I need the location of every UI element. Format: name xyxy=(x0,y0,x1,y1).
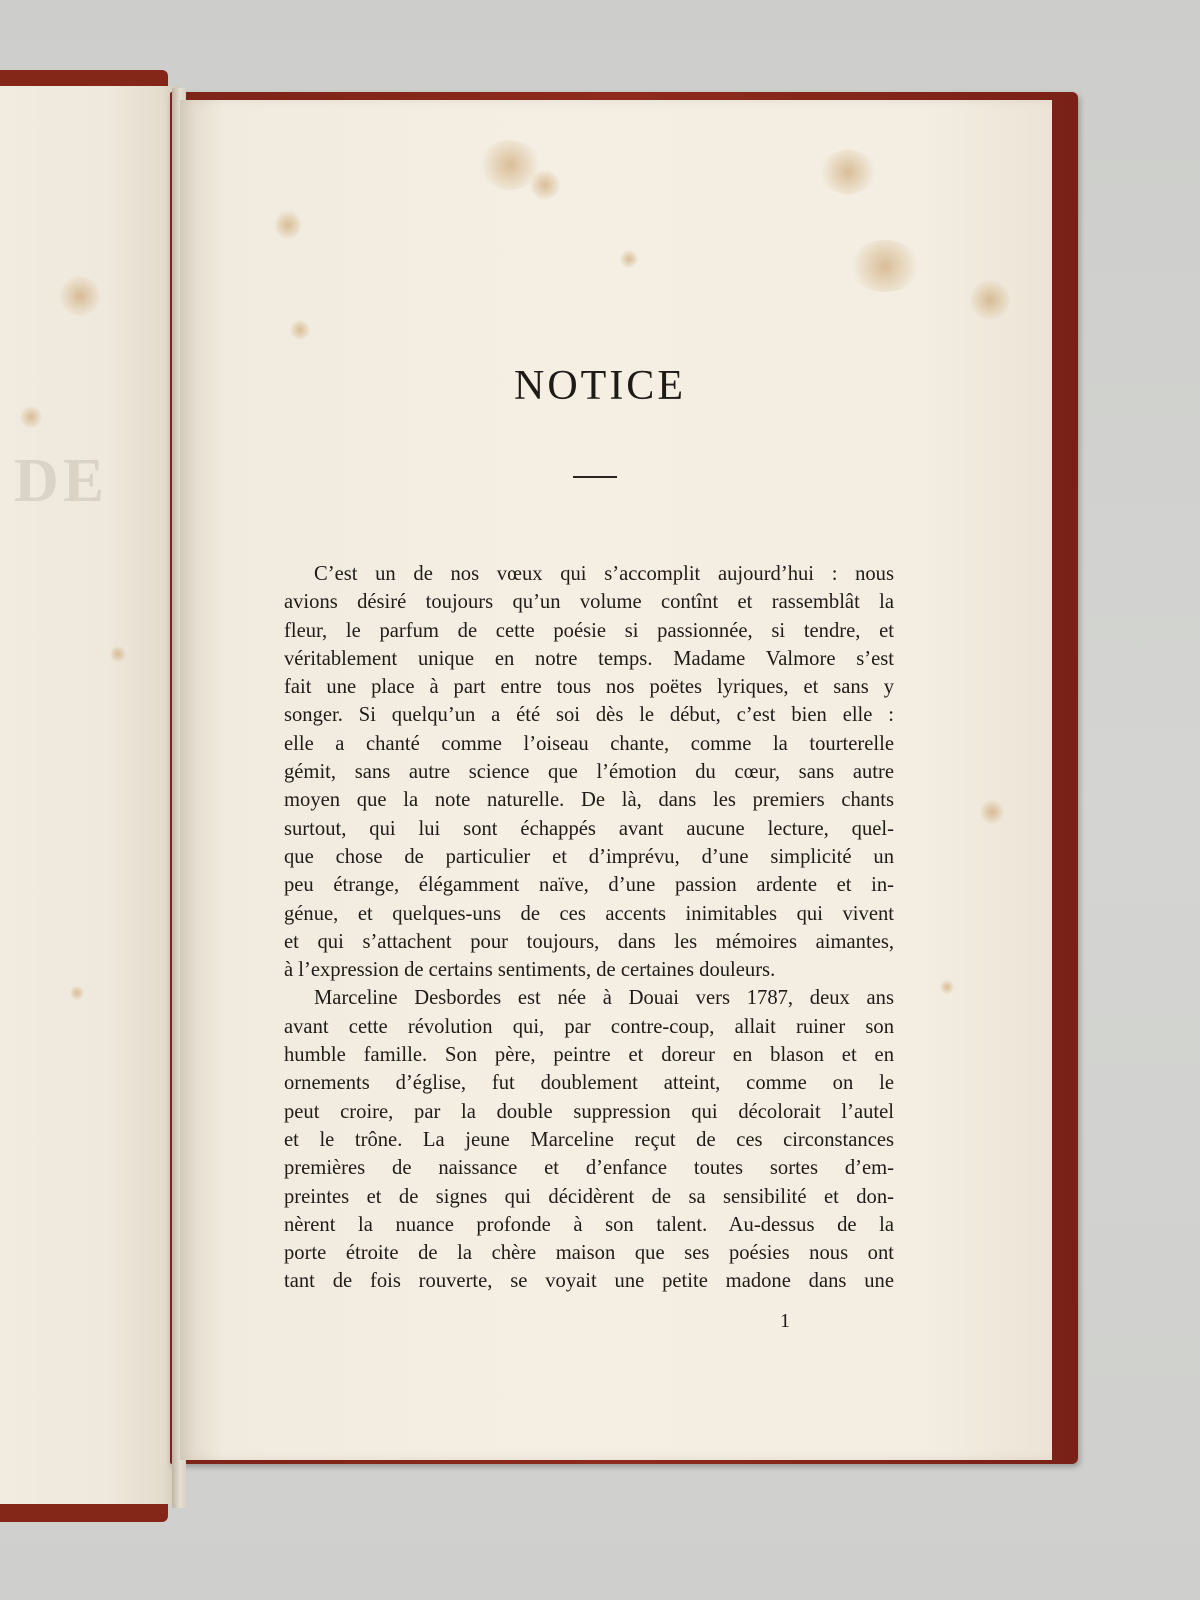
left-page-show-through-text: DE xyxy=(14,447,109,515)
text-line: et le trône. La jeune Marceline reçut de ces circonstances xyxy=(284,1128,894,1151)
foxing-stain xyxy=(940,980,954,994)
foxing-stain xyxy=(620,250,638,268)
foxing-stain xyxy=(820,150,876,194)
text-line: porte étroite de la chère maison que ses poésies nous ont xyxy=(284,1242,894,1265)
foxing-stain xyxy=(275,210,301,240)
text-line: ornements d’église, fut doublement atteint, comme on le xyxy=(284,1072,894,1095)
text-line: tant de fois rouverte, se voyait une petite madone dans une xyxy=(284,1270,894,1293)
text-line: Marceline Desbordes est née à Douai vers 1787, deux ans xyxy=(314,987,894,1010)
text-line: avions désiré toujours qu’un volume contînt et rassemblât la xyxy=(284,591,894,614)
foxing-stain xyxy=(60,276,100,316)
foxing-stain xyxy=(980,800,1004,824)
foxing-stain xyxy=(850,240,920,292)
text-line: moyen que la note naturelle. De là, dans les premiers chants xyxy=(284,789,894,812)
foxing-stain xyxy=(110,646,126,662)
foxing-stain xyxy=(530,170,560,200)
text-line: peu étrange, élégamment naïve, d’une passion ardente et in- xyxy=(284,874,894,897)
text-line: véritablement unique en notre temps. Madame Valmore s’est xyxy=(284,647,894,670)
page-number: 1 xyxy=(780,1310,790,1332)
text-line: C’est un de nos vœux qui s’accomplit aujourd’hui : nous xyxy=(314,563,894,585)
foxing-stain xyxy=(970,280,1010,320)
text-line: peut croire, par la double suppression qui décolorait l’autel xyxy=(284,1100,894,1123)
text-line: preintes et de signes qui décidèrent de sa sensibilité et don- xyxy=(284,1185,894,1208)
text-line: premières de naissance et d’enfance toutes sortes d’em- xyxy=(284,1157,894,1180)
foxing-stain xyxy=(290,320,310,340)
page-title: NOTICE xyxy=(514,363,686,409)
text-line: gémit, sans autre science que l’émotion du cœur, sans autre xyxy=(284,761,894,784)
foxing-stain xyxy=(20,406,42,428)
title-rule xyxy=(573,476,617,478)
text-line: nèrent la nuance profonde à son talent. Au-dessus de la xyxy=(284,1213,894,1236)
text-line: songer. Si quelqu’un a été soi dès le début, c’est bien elle : xyxy=(284,704,894,727)
foxing-stain xyxy=(70,986,84,1000)
text-line: fait une place à part entre tous nos poëtes lyriques, et sans y xyxy=(284,676,894,699)
text-line: et qui s’attachent pour toujours, dans les mémoires aimantes, xyxy=(284,930,894,953)
text-line: elle a chanté comme l’oiseau chante, comme la tourterelle xyxy=(284,732,894,755)
body-text xyxy=(284,560,894,1296)
text-line: à l’expression de certains sentiments, de certaines douleurs. xyxy=(284,959,776,982)
text-line: avant cette révolution qui, par contre-coup, allait ruiner son xyxy=(284,1015,894,1038)
text-line: fleur, le parfum de cette poésie si passionnée, si tendre, et xyxy=(284,619,894,642)
text-line: génue, et quelques-uns de ces accents inimitables qui vivent xyxy=(284,902,894,925)
text-line: que chose de particulier et d’imprévu, d’une simplicité un xyxy=(284,845,894,868)
left-page xyxy=(0,86,180,1504)
text-line: surtout, qui lui sont échappés avant aucune lecture, quel- xyxy=(284,817,894,840)
text-line: humble famille. Son père, peintre et doreur en blason et en xyxy=(284,1044,894,1067)
